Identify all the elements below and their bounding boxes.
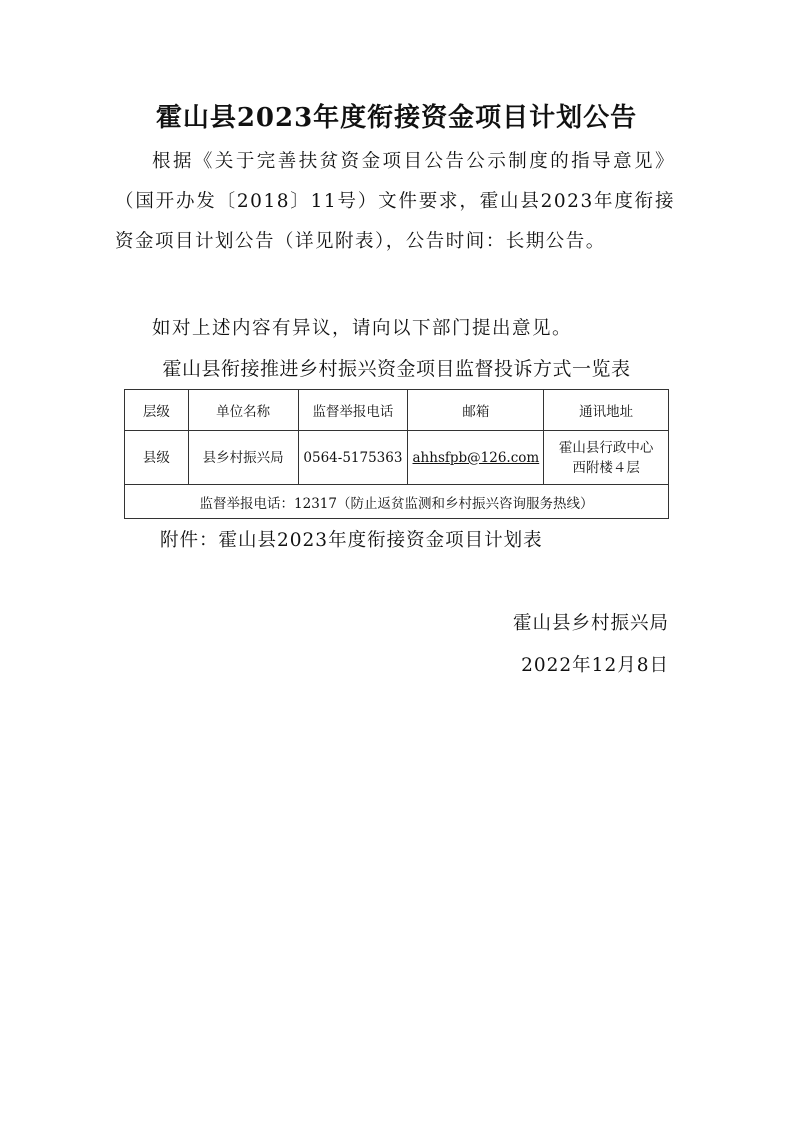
hotline-cell: 监督举报电话：12317（防止返贫监测和乡村振兴咨询服务热线）: [125, 485, 669, 519]
header-phone: 监督举报电话: [298, 390, 408, 431]
email-link[interactable]: ahhsfpb@126.com: [412, 449, 540, 466]
announcement-paragraph: 根据《关于完善扶贫资金项目公告公示制度的指导意见》（国开办发〔2018〕11号）文件要求，霍山县2023年度衔接资金项目计划公告（详见附表），公告时间：长期公告。: [115, 151, 675, 252]
cell-address: [544, 431, 669, 485]
table-title: 霍山县衔接推进乡村振兴资金项目监督投诉方式一览表: [162, 358, 631, 380]
page-title: 霍山县2023年度衔接资金项目计划公告: [155, 103, 638, 133]
complaint-contact-table: [124, 389, 669, 519]
header-level: 层级: [125, 390, 189, 431]
address-line-2: 西附楼４层: [572, 459, 640, 476]
header-email: 邮箱: [408, 390, 544, 431]
attachment-note: 附件：霍山县2023年度衔接资金项目计划表: [160, 530, 543, 551]
header-address: 通讯地址: [544, 390, 669, 431]
table-header-row: [125, 390, 669, 431]
hotline-row: [125, 485, 669, 519]
issuing-authority: 霍山县乡村振兴局: [512, 613, 669, 634]
table-row: [125, 431, 669, 485]
issue-date: 2022年12月8日: [521, 655, 669, 676]
cell-level: 县级: [125, 431, 189, 485]
objection-paragraph: 如对上述内容有异议，请向以下部门提出意见。: [152, 318, 573, 339]
header-unit-name: 单位名称: [188, 390, 298, 431]
cell-phone: 0564-5175363: [298, 431, 408, 485]
cell-unit-name: 县乡村振兴局: [188, 431, 298, 485]
cell-email: [408, 431, 544, 485]
address-line-1: 霍山县行政中心: [558, 439, 654, 456]
